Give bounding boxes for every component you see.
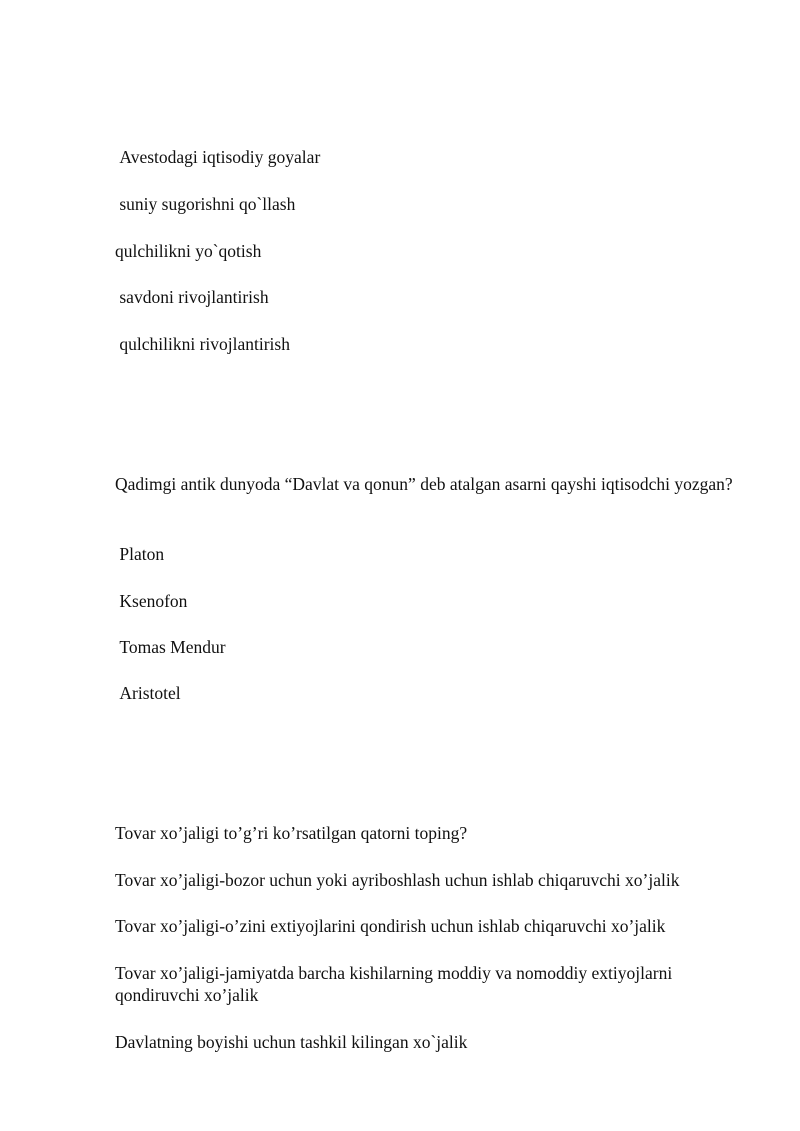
question-2-option-3: Tomas Mendur	[115, 637, 226, 657]
question-3-prompt: Tovar xo’jaligi to’g’ri ko’rsatilgan qatorni toping?	[115, 823, 468, 843]
question-1-option-1: suniy sugorishni qo`llash	[115, 194, 296, 214]
question-3-option-1: Tovar xo’jaligi-bozor uchun yoki ayriboshlash uchun ishlab chiqaruvchi xo’jalik	[115, 870, 680, 890]
question-1-option-3: savdoni rivojlantirish	[115, 287, 269, 307]
question-2-option-2: Ksenofon	[115, 591, 188, 611]
question-2-option-1: Platon	[115, 544, 165, 564]
question-3-option-4: Davlatning boyishi uchun tashkil kilingan xo`jalik	[115, 1032, 468, 1052]
question-1-option-2: qulchilikni yo`qotish	[115, 241, 262, 261]
question-2-prompt: Qadimgi antik dunyoda “Davlat va qonun” deb atalgan asarni qayshi iqtisodchi yozgan?	[115, 474, 733, 494]
question-3-option-3: Tovar xo’jaligi-jamiyatda barcha kishilarning moddiy va nomoddiy extiyojlarni qondiruvchi xo’jalik	[115, 963, 677, 1005]
question-1-prompt: Avestodagi iqtisodiy goyalar	[115, 147, 321, 167]
question-1-option-4: qulchilikni rivojlantirish	[115, 334, 290, 354]
question-2-option-4: Aristotel	[115, 683, 181, 703]
question-3-option-2: Tovar xo’jaligi-o’zini extiyojlarini qondirish uchun ishlab chiqaruvchi xo’jalik	[115, 916, 666, 936]
